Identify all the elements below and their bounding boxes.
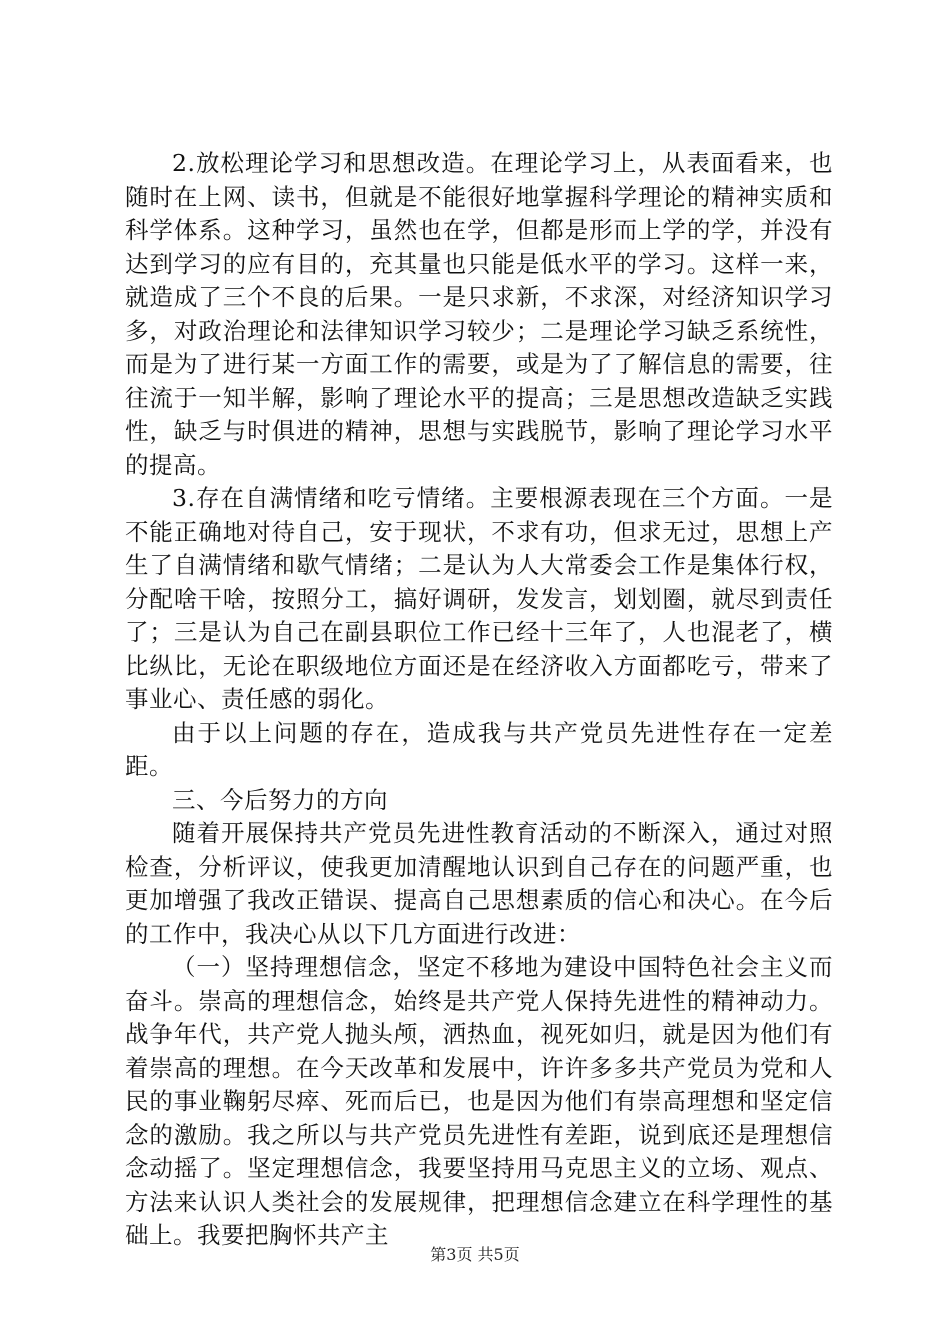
section-heading-future-direction: 三、今后努力的方向 bbox=[172, 785, 388, 814]
page-footer: 第3页 共5页 bbox=[430, 1245, 520, 1264]
paragraph-gap-summary: 由于以上问题的存在，造成我与共产党员先进性存在一定差距。 bbox=[125, 718, 833, 780]
paragraph-complacency: 3.存在自满情绪和吃亏情绪。主要根源表现在三个方面。一是不能正确地对待自己，安于现状，不求有功，但求无过，思想上产生了自满情绪和歇气情绪；二是认为人大常委会工作是集体行权，分配啥干啥，按照分工，搞好调研，发发言，划划圈，就尽到责任了；三是认为自己在副县职位工作已经十三年了，人也混老了，横比纵比，无论在职级地位方面还是在经济收入方面都吃亏，带来了事业心、责任感的弱化。 bbox=[125, 484, 833, 713]
paragraph-ideals-beliefs: （一）坚持理想信念，坚定不移地为建设中国特色社会主义而奋斗。崇高的理想信念，始终是共产党人保持先进性的精神动力。战争年代，共产党人抛头颅，洒热血，视死如归，就是因为他们有着崇高的理想。在今天改革和发展中，许许多多共产党员为党和人民的事业鞠躬尽瘁、死而后已，也是因为他们有崇高理想和坚定信念的激励。我之所以与共产党员先进性有差距，说到底还是理想信念动摇了。坚定理想信念，我要坚持用马克思主义的立场、观点、方法来认识人类社会的发展规律，把理想信念建立在科学理性的基础上。我要把胸怀共产主 bbox=[125, 953, 833, 1249]
paragraph-theory-study: 2.放松理论学习和思想改造。在理论学习上，从表面看来，也随时在上网、读书，但就是不能很好地掌握科学理论的精神实质和科学体系。这种学习，虽然也在学，但都是形而上学的学，并没有达到学习的应有目的，充其量也只能是低水平的学习。这样一来，就造成了三个不良的后果。一是只求新，不求深，对经济知识学习多，对政治理论和法律知识学习较少；二是理论学习缺乏系统性，而是为了进行某一方面工作的需要，或是为了了解信息的需要，往往流于一知半解，影响了理论水平的提高；三是思想改造缺乏实践性，缺乏与时俱进的精神，思想与实践脱节，影响了理论学习水平的提高。 bbox=[125, 149, 833, 479]
document-body bbox=[125, 147, 833, 1253]
paragraph-education-activity: 随着开展保持共产党员先进性教育活动的不断深入，通过对照检查，分析评议，使我更加清醒地认识到自己存在的问题严重，也更加增强了我改正错误、提高自己思想素质的信心和决心。在今后的工作中，我决心从以下几方面进行改进： bbox=[125, 819, 833, 948]
